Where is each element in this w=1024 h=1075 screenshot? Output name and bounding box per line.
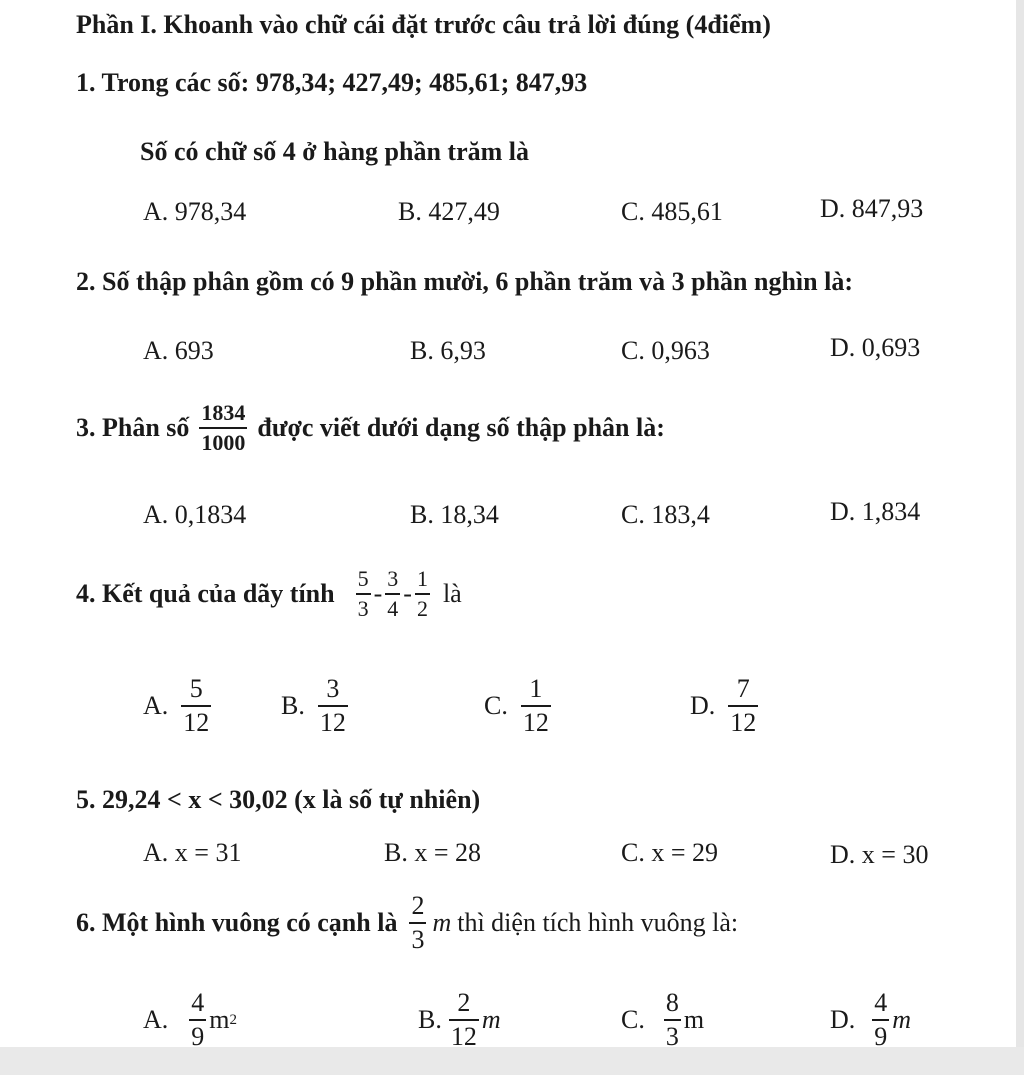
q4-term-3-numerator: 1 bbox=[416, 566, 428, 591]
q4-option-b-fraction bbox=[318, 676, 348, 736]
q4-term-2-numerator: 3 bbox=[387, 566, 399, 591]
q6-fraction-denominator: 3 bbox=[409, 922, 426, 953]
q2-option-a[interactable]: A. 693 bbox=[143, 336, 214, 365]
q6-fraction-numerator: 2 bbox=[411, 891, 425, 920]
q4-option-d-numerator: 7 bbox=[736, 674, 750, 703]
q6-option-b-denominator: 12 bbox=[449, 1019, 479, 1050]
q1-option-d[interactable]: D. 847,93 bbox=[820, 194, 924, 223]
q4-option-a[interactable] bbox=[143, 676, 214, 736]
q6-option-b-numerator: 2 bbox=[457, 988, 471, 1017]
q6-option-a-unit: m bbox=[209, 1005, 230, 1034]
q4-option-c-fraction bbox=[521, 676, 551, 736]
q4-option-a-label: A. bbox=[143, 691, 169, 720]
q6-option-a-numerator: 4 bbox=[191, 988, 205, 1017]
q6-unit: m bbox=[432, 908, 452, 937]
q4-option-d-fraction bbox=[728, 676, 758, 736]
q5-option-c[interactable]: C. x = 29 bbox=[621, 838, 719, 867]
q4-option-b-label: B. bbox=[281, 691, 305, 720]
q6-option-d[interactable] bbox=[830, 990, 911, 1050]
q4-minus-2: - bbox=[403, 579, 412, 608]
q1-option-c[interactable]: C. 485,61 bbox=[621, 197, 723, 226]
q6-prefix: 6. Một hình vuông có cạnh là bbox=[76, 908, 398, 937]
q4-option-c-label: C. bbox=[484, 691, 508, 720]
q4-option-b-denominator: 12 bbox=[318, 705, 348, 736]
q4-option-c[interactable] bbox=[484, 676, 554, 736]
q4-option-c-numerator: 1 bbox=[529, 674, 543, 703]
q4-minus-1: - bbox=[373, 579, 383, 608]
q1-sub: Số có chữ số 4 ở hàng phần trăm là bbox=[140, 137, 529, 166]
q5-stem: 5. 29,24 < x < 30,02 (x là số tự nhiên) bbox=[76, 785, 481, 814]
q6-option-c-unit: m bbox=[683, 1005, 705, 1034]
q6-option-b-label: B. bbox=[418, 1005, 442, 1034]
q6-option-d-unit: m bbox=[892, 1005, 912, 1034]
q4-term-3-denominator: 2 bbox=[415, 593, 430, 620]
q4-term-1-numerator: 5 bbox=[357, 566, 369, 591]
q6-option-c-denominator: 3 bbox=[664, 1019, 681, 1050]
q4-expression bbox=[353, 568, 462, 620]
q2-option-c[interactable]: C. 0,963 bbox=[621, 336, 710, 365]
q6-stem bbox=[76, 893, 738, 953]
q4-option-d-label: D. bbox=[690, 691, 716, 720]
q3-option-d[interactable]: D. 1,834 bbox=[830, 497, 921, 526]
q4-term-2-denominator: 4 bbox=[385, 593, 400, 620]
q4-option-d[interactable] bbox=[690, 676, 761, 736]
q6-option-c[interactable] bbox=[621, 990, 704, 1050]
q4-option-b[interactable] bbox=[281, 676, 351, 736]
q4-term-1-denominator: 3 bbox=[356, 593, 371, 620]
q6-option-c-numerator: 8 bbox=[665, 988, 679, 1017]
q6-option-b-unit: m bbox=[481, 1005, 501, 1034]
q6-option-c-fraction bbox=[664, 990, 681, 1050]
q4-option-c-denominator: 12 bbox=[521, 705, 551, 736]
q3-option-c[interactable]: C. 183,4 bbox=[621, 500, 710, 529]
section-header: Phần I. Khoanh vào chữ cái đặt trước câu trả lời đúng (4điểm) bbox=[76, 10, 771, 39]
q1-option-a[interactable]: A. 978,34 bbox=[143, 197, 247, 226]
q4-option-d-denominator: 12 bbox=[728, 705, 758, 736]
q3-option-a[interactable]: A. 0,1834 bbox=[143, 500, 247, 529]
q6-option-d-denominator: 9 bbox=[872, 1019, 889, 1050]
q3-fraction-denominator: 1000 bbox=[199, 427, 247, 454]
q4-option-a-denominator: 12 bbox=[181, 705, 211, 736]
q6-option-a-denominator: 9 bbox=[189, 1019, 206, 1050]
q6-option-a[interactable]: A. $\frac{4}{9}$ m 2 bbox=[143, 988, 238, 1051]
q1-stem: 1. Trong các số: 978,34; 427,49; 485,61; 847,93 bbox=[76, 68, 588, 97]
q6-suffix: thì diện tích hình vuông là: bbox=[457, 908, 739, 937]
q2-option-d[interactable]: D. 0,693 bbox=[830, 333, 921, 362]
q6-option-d-label: D. bbox=[830, 1005, 856, 1034]
q3-prefix: 3. Phân số bbox=[76, 413, 190, 442]
page-edge-bottom bbox=[0, 1047, 1024, 1075]
q2-option-b[interactable]: B. 6,93 bbox=[410, 336, 486, 365]
q4-option-a-fraction bbox=[181, 676, 211, 736]
q6-option-b[interactable] bbox=[418, 990, 501, 1050]
q5-option-a[interactable]: A. x = 31 bbox=[143, 838, 242, 867]
q1-option-b[interactable]: B. 427,49 bbox=[398, 197, 500, 226]
q6-option-b-fraction bbox=[449, 990, 479, 1050]
q5-option-b[interactable]: B. x = 28 bbox=[384, 838, 482, 867]
q6-option-c-label: C. bbox=[621, 1005, 645, 1034]
q3-suffix: được viết dưới dạng số thập phân là: bbox=[257, 413, 665, 442]
q6-option-a-label: A. bbox=[143, 1005, 169, 1034]
q4-option-b-numerator: 3 bbox=[326, 674, 340, 703]
q4-prefix: 4. Kết quả của dãy tính bbox=[76, 579, 335, 608]
q4-term-1 bbox=[356, 568, 371, 620]
q4-stem bbox=[76, 568, 462, 620]
q4-term-3 bbox=[415, 568, 430, 620]
q4-suffix: là bbox=[442, 579, 462, 608]
q2-stem: 2. Số thập phân gồm có 9 phần mười, 6 phần trăm và 3 phần nghìn là: bbox=[76, 267, 853, 296]
page-edge-right bbox=[1016, 0, 1024, 1075]
q4-term-2 bbox=[385, 568, 400, 620]
q6-option-d-numerator: 4 bbox=[874, 988, 888, 1017]
q3-fraction bbox=[199, 402, 247, 454]
q5-option-d[interactable]: D. x = 30 bbox=[830, 840, 929, 869]
q6-option-d-fraction bbox=[872, 990, 889, 1050]
q3-stem bbox=[76, 402, 665, 454]
q4-option-a-numerator: 5 bbox=[189, 674, 203, 703]
q3-option-b[interactable]: B. 18,34 bbox=[410, 500, 499, 529]
q3-fraction-numerator: 1834 bbox=[201, 400, 246, 425]
q6-option-a-fraction bbox=[189, 990, 206, 1050]
q6-fraction bbox=[409, 893, 426, 953]
